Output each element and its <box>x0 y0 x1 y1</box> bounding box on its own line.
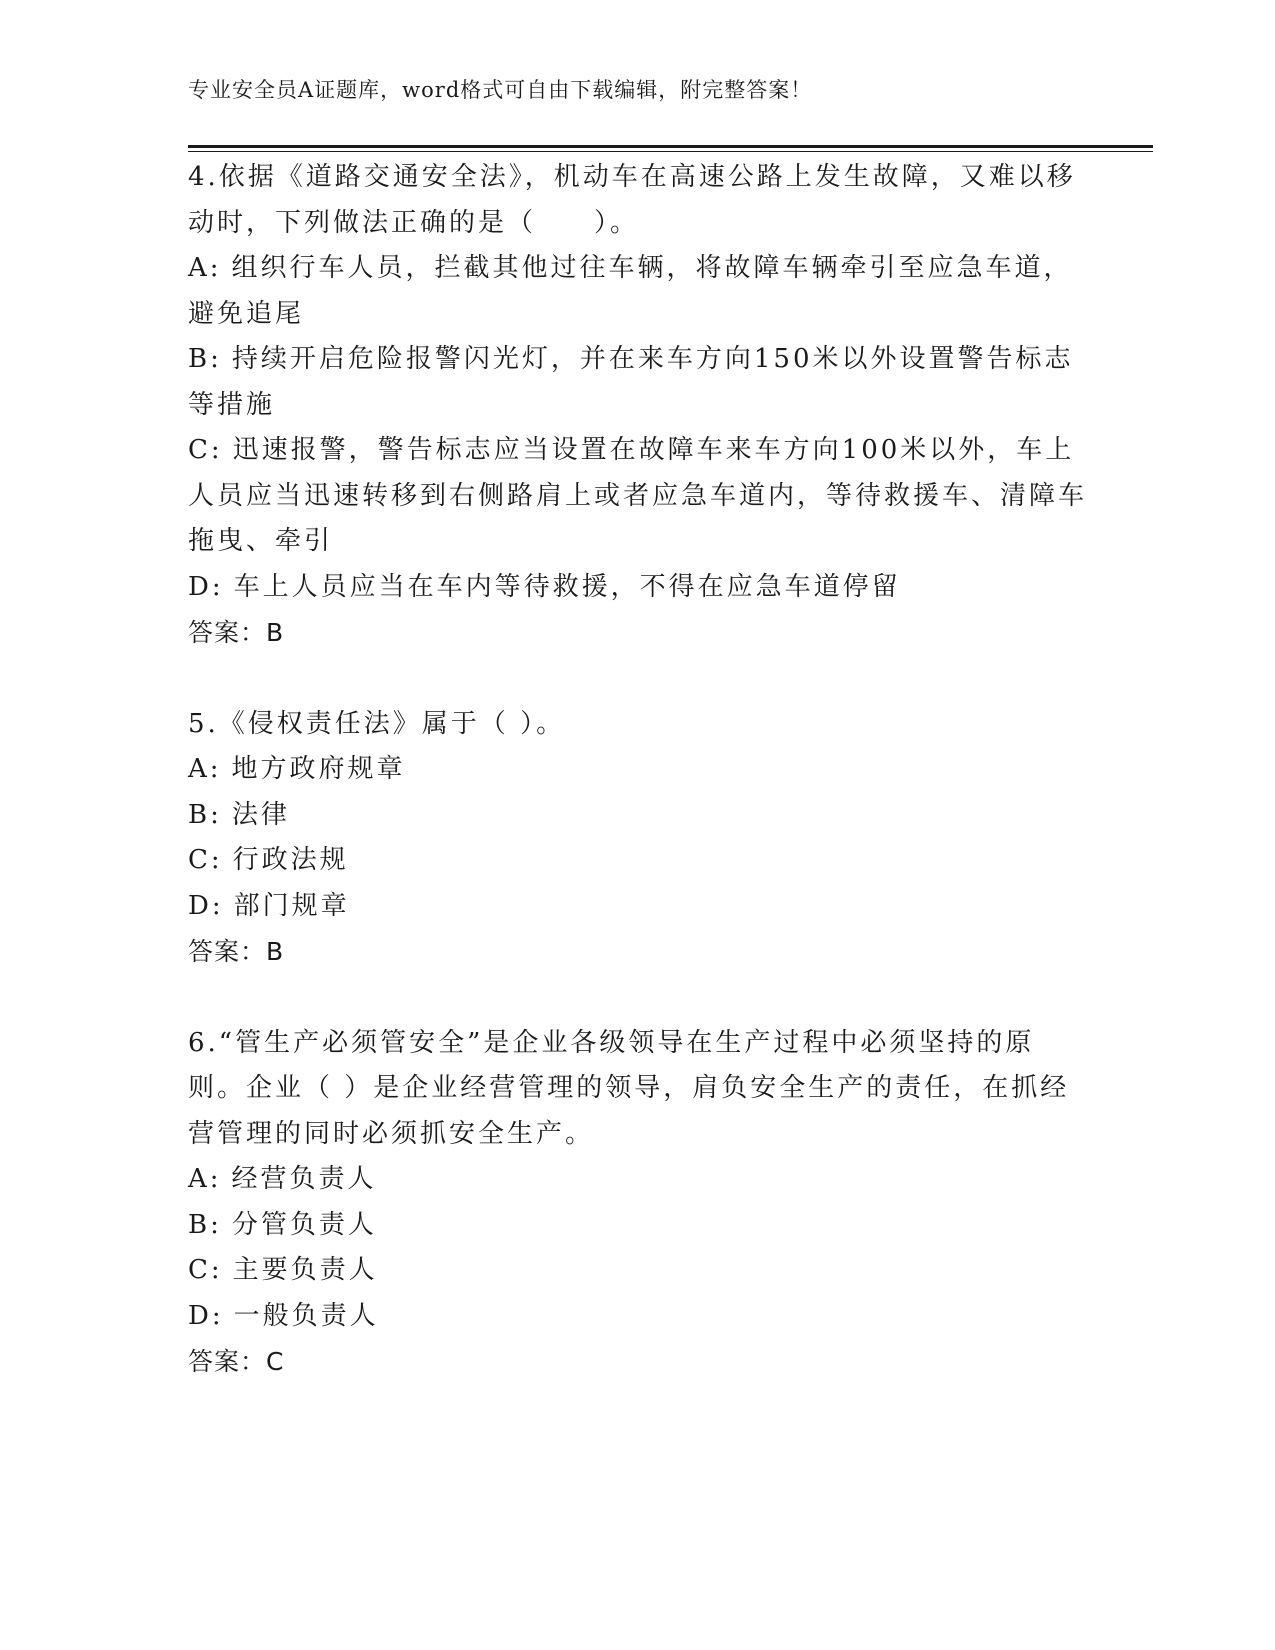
option-d <box>188 565 1088 611</box>
option-label: B: <box>188 344 222 374</box>
option-b <box>188 1203 1088 1249</box>
option-label: B: <box>188 1209 222 1240</box>
option-text: 经营负责人 <box>231 1164 377 1194</box>
answer-text: 答案：B <box>188 937 285 966</box>
answer-text: 答案：B <box>188 618 285 647</box>
option-text: 迅速报警，警告标志应当设置在故障车来车方向100米以外，车上人员应当迅速转移到右侧路肩上或者应急车道内，等待救援车、清障车拖曳、牵引 <box>188 435 1088 556</box>
question-stem: 6.“管生产必须管安全”是企业各级领导在生产过程中必须坚持的原则。企业（ ）是企业经营管理的领导，肩负安全生产的责任，在抓经营管理的同时必须抓安全生产。 <box>188 1027 1070 1149</box>
option-text: 持续开启危险报警闪光灯，并在来车方向150米以外设置警告标志等措施 <box>188 344 1074 420</box>
option-c <box>188 838 1088 884</box>
option-text: 行政法规 <box>232 845 349 875</box>
option-label: B: <box>188 799 222 830</box>
option-c <box>188 428 1088 565</box>
option-text: 组织行车人员，拦截其他过往车辆，将故障车辆牵引至应急车道，避免追尾 <box>188 253 1073 329</box>
option-label: D: <box>188 571 224 602</box>
option-label: A: <box>188 253 222 283</box>
question-6 <box>188 1021 1088 1385</box>
option-c <box>188 1248 1088 1294</box>
option-a <box>188 246 1088 337</box>
option-d <box>188 884 1088 930</box>
option-b <box>188 337 1088 428</box>
option-text: 分管负责人 <box>231 1209 377 1240</box>
option-label: D: <box>188 890 224 921</box>
option-text: 部门规章 <box>233 890 350 921</box>
question-5 <box>188 702 1088 975</box>
option-label: D: <box>188 1300 224 1331</box>
header-rule-thin <box>188 151 1153 152</box>
option-label: A: <box>188 1164 222 1194</box>
option-a <box>188 1157 1088 1203</box>
option-text: 地方政府规章 <box>231 754 406 784</box>
option-label: C: <box>188 845 223 875</box>
question-stem: 4.依据《道路交通安全法》，机动车在高速公路上发生故障，又难以移动时，下列做法正确的是（ ）。 <box>188 162 1076 238</box>
option-label: C: <box>188 435 223 465</box>
option-text: 一般负责人 <box>233 1300 379 1331</box>
question-4 <box>188 155 1088 656</box>
option-a <box>188 747 1088 793</box>
page-header: 专业安全员A证题库，word格式可自由下载编辑，附完整答案！ <box>188 78 813 102</box>
header-rule-thick <box>188 145 1153 148</box>
option-b <box>188 793 1088 839</box>
question-list <box>188 155 1088 1431</box>
option-label: A: <box>188 754 222 784</box>
answer-text: 答案：C <box>188 1347 285 1376</box>
option-text: 主要负责人 <box>232 1255 378 1285</box>
option-text: 车上人员应当在车内等待救援，不得在应急车道停留 <box>233 571 901 602</box>
option-d <box>188 1294 1088 1340</box>
option-label: C: <box>188 1255 223 1285</box>
option-text: 法律 <box>231 799 290 830</box>
question-stem: 5.《侵权责任法》属于（ ）。 <box>188 708 566 739</box>
